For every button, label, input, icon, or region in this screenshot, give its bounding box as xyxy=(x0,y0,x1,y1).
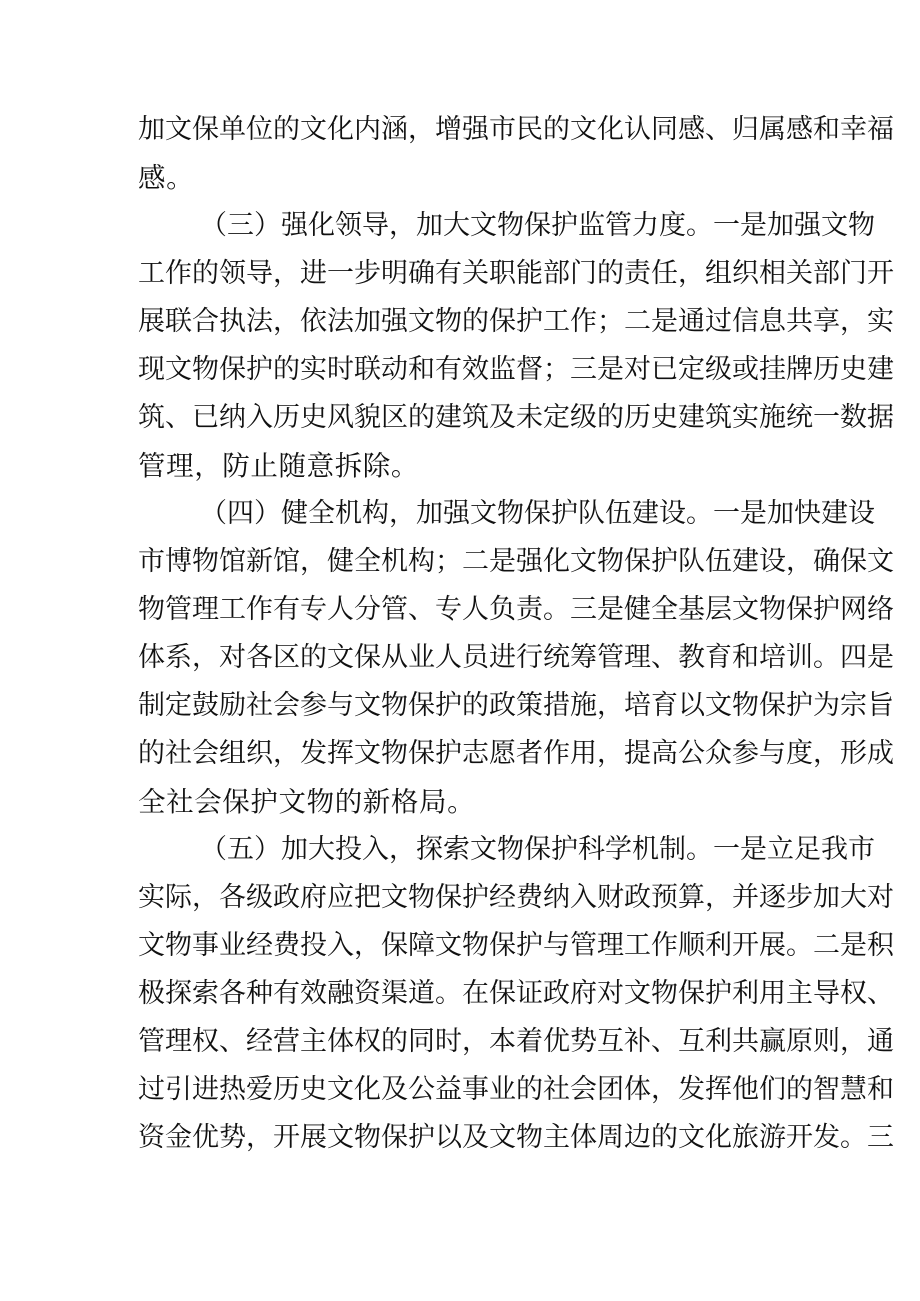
section-heading-three: （三）强化领导，加大文物保护监管力度。一是加强文物 xyxy=(200,210,875,241)
text-line: 感。 xyxy=(138,162,195,194)
text-line: 管理权、经营主体权的同时，本着优势互补、互利共赢原则，通 xyxy=(138,1026,894,1057)
text-line: 的社会组织，发挥文物保护志愿者作用，提高公众参与度，形成 xyxy=(138,738,894,769)
text-line: 体系，对各区的文保从业人员进行统筹管理、教育和培训。四是 xyxy=(138,642,894,673)
text-line: 管理，防止随意拆除。 xyxy=(138,450,419,482)
text-line: 制定鼓励社会参与文物保护的政策措施，培育以文物保护为宗旨 xyxy=(138,690,894,721)
text-line: 市博物馆新馆，健全机构；二是强化文物保护队伍建设，确保文 xyxy=(138,546,894,577)
text-line: 文物事业经费投入，保障文物保护与管理工作顺利开展。二是积 xyxy=(138,930,894,961)
text-line: 现文物保护的实时联动和有效监督；三是对已定级或挂牌历史建 xyxy=(138,354,894,385)
text-line: 过引进热爱历史文化及公益事业的社会团体，发挥他们的智慧和 xyxy=(138,1074,894,1105)
text-line: 极探索各种有效融资渠道。在保证政府对文物保护利用主导权、 xyxy=(138,978,894,1009)
text-line: 加文保单位的文化内涵，增强市民的文化认同感、归属感和幸福 xyxy=(138,114,894,145)
text-line: 实际，各级政府应把文物保护经费纳入财政预算，并逐步加大对 xyxy=(138,882,894,913)
text-line: 全社会保护文物的新格局。 xyxy=(138,786,476,818)
text-line: 资金优势，开展文物保护以及文物主体周边的文化旅游开发。三 xyxy=(138,1122,894,1153)
text-line: 展联合执法，依法加强文物的保护工作；二是通过信息共享，实 xyxy=(138,306,894,337)
text-line: 筑、已纳入历史风貌区的建筑及未定级的历史建筑实施统一数据 xyxy=(138,402,894,433)
section-heading-four: （四）健全机构，加强文物保护队伍建设。一是加快建设 xyxy=(200,498,875,529)
section-heading-five: （五）加大投入，探索文物保护科学机制。一是立足我市 xyxy=(200,834,875,865)
text-line: 物管理工作有专人分管、专人负责。三是健全基层文物保护网络 xyxy=(138,594,894,625)
text-line: 工作的领导，进一步明确有关职能部门的责任，组织相关部门开 xyxy=(138,258,894,289)
